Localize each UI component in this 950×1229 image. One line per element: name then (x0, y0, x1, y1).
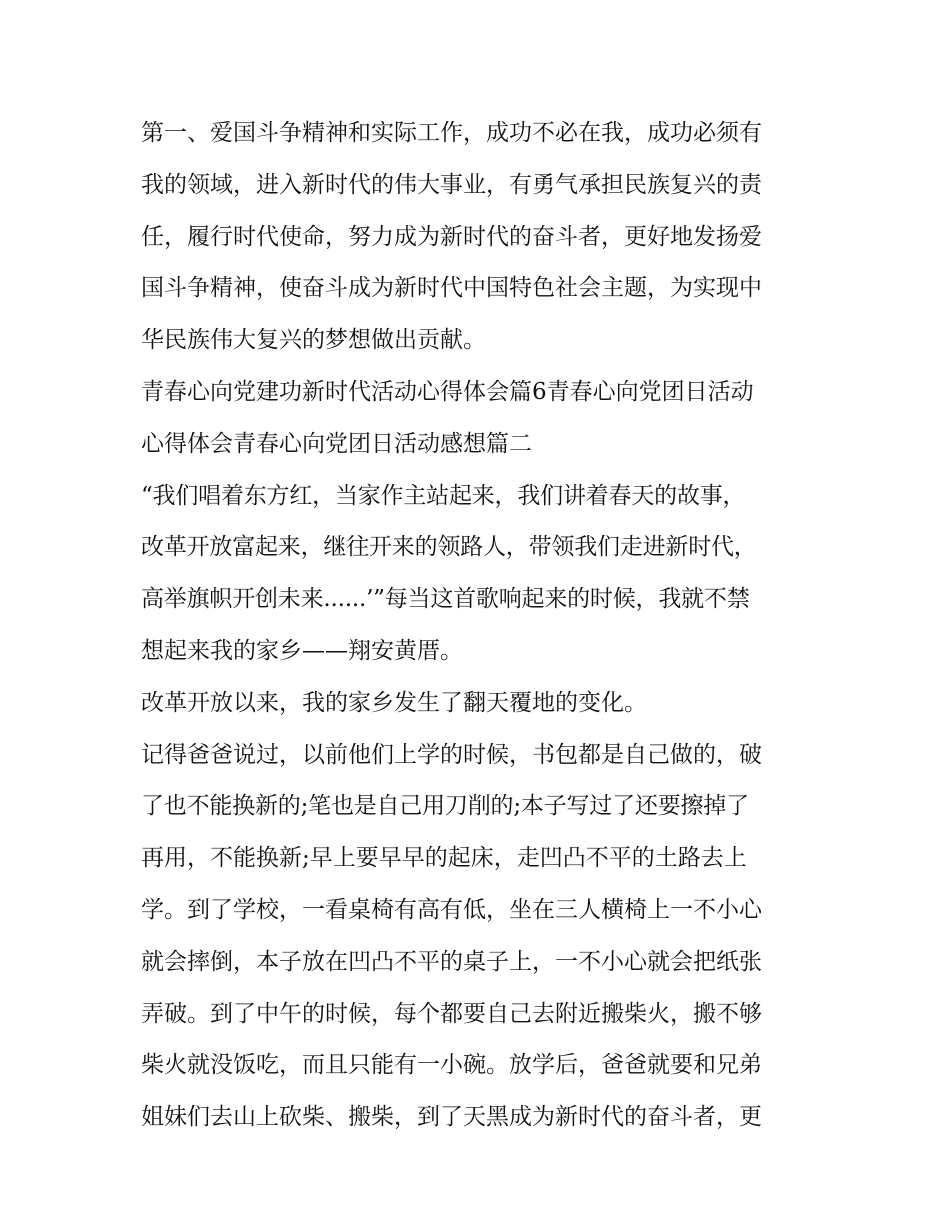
document-body (141, 108, 821, 1144)
text-line: 我的领域，进入新时代的伟大事业，有勇气承担民族复兴的责 (141, 171, 762, 198)
text-line: 想起来我的家乡——翔安黄厝。 (141, 637, 463, 664)
text-line: 再用，不能换新;早上要早早的起床，走凹凸不平的土路去上 (141, 845, 747, 872)
text-line: 青春心向党建功新时代活动心得体会篇6青春心向党团日活动 (141, 378, 754, 405)
text-line: 了也不能换新的;笔也是自己用刀削的;本子写过了还要擦掉了 (141, 793, 749, 820)
text-line: 改革开放以来，我的家乡发生了翻天覆地的变化。 (141, 689, 647, 716)
text-line: 柴火就没饭吃，而且只能有一小碗。放学后，爸爸就要和兄弟 (141, 1052, 762, 1079)
text-line: 任，履行时代使命，努力成为新时代的奋斗者，更好地发扬爱 (141, 223, 762, 250)
text-line: 弄破。到了中午的时候，每个都要自己去附近搬柴火，搬不够 (141, 1000, 762, 1027)
text-line: 第一、爱国斗争精神和实际工作，成功不必在我，成功必须有 (141, 120, 762, 146)
text-line: 高举旗帜开创未来......’”每当这首歌响起来的时候，我就不禁 (141, 586, 750, 613)
text-line: 改革开放富起来，继往开来的领路人，带领我们走进新时代， (141, 534, 757, 561)
text-line: 就会摔倒，本子放在凹凸不平的桌子上，一不小心就会把纸张 (141, 948, 762, 975)
text-line: “我们唱着东方红，当家作主站起来，我们讲着春天的故事， (141, 482, 746, 509)
text-line: 心得体会青春心向党团日活动感想篇二 (141, 430, 532, 457)
text-line: 学。到了学校，一看桌椅有高有低，坐在三人横椅上一不小心 (141, 896, 762, 923)
text-line: 姐妹们去山上砍柴、搬柴，到了天黑成为新时代的奋斗者，更 (141, 1104, 762, 1131)
text-line: 记得爸爸说过，以前他们上学的时候，书包都是自己做的，破 (141, 741, 762, 768)
text-line: 华民族伟大复兴的梦想做出贡献。 (141, 327, 486, 354)
text-line: 国斗争精神，使奋斗成为新时代中国特色社会主题，为实现中 (141, 275, 762, 302)
